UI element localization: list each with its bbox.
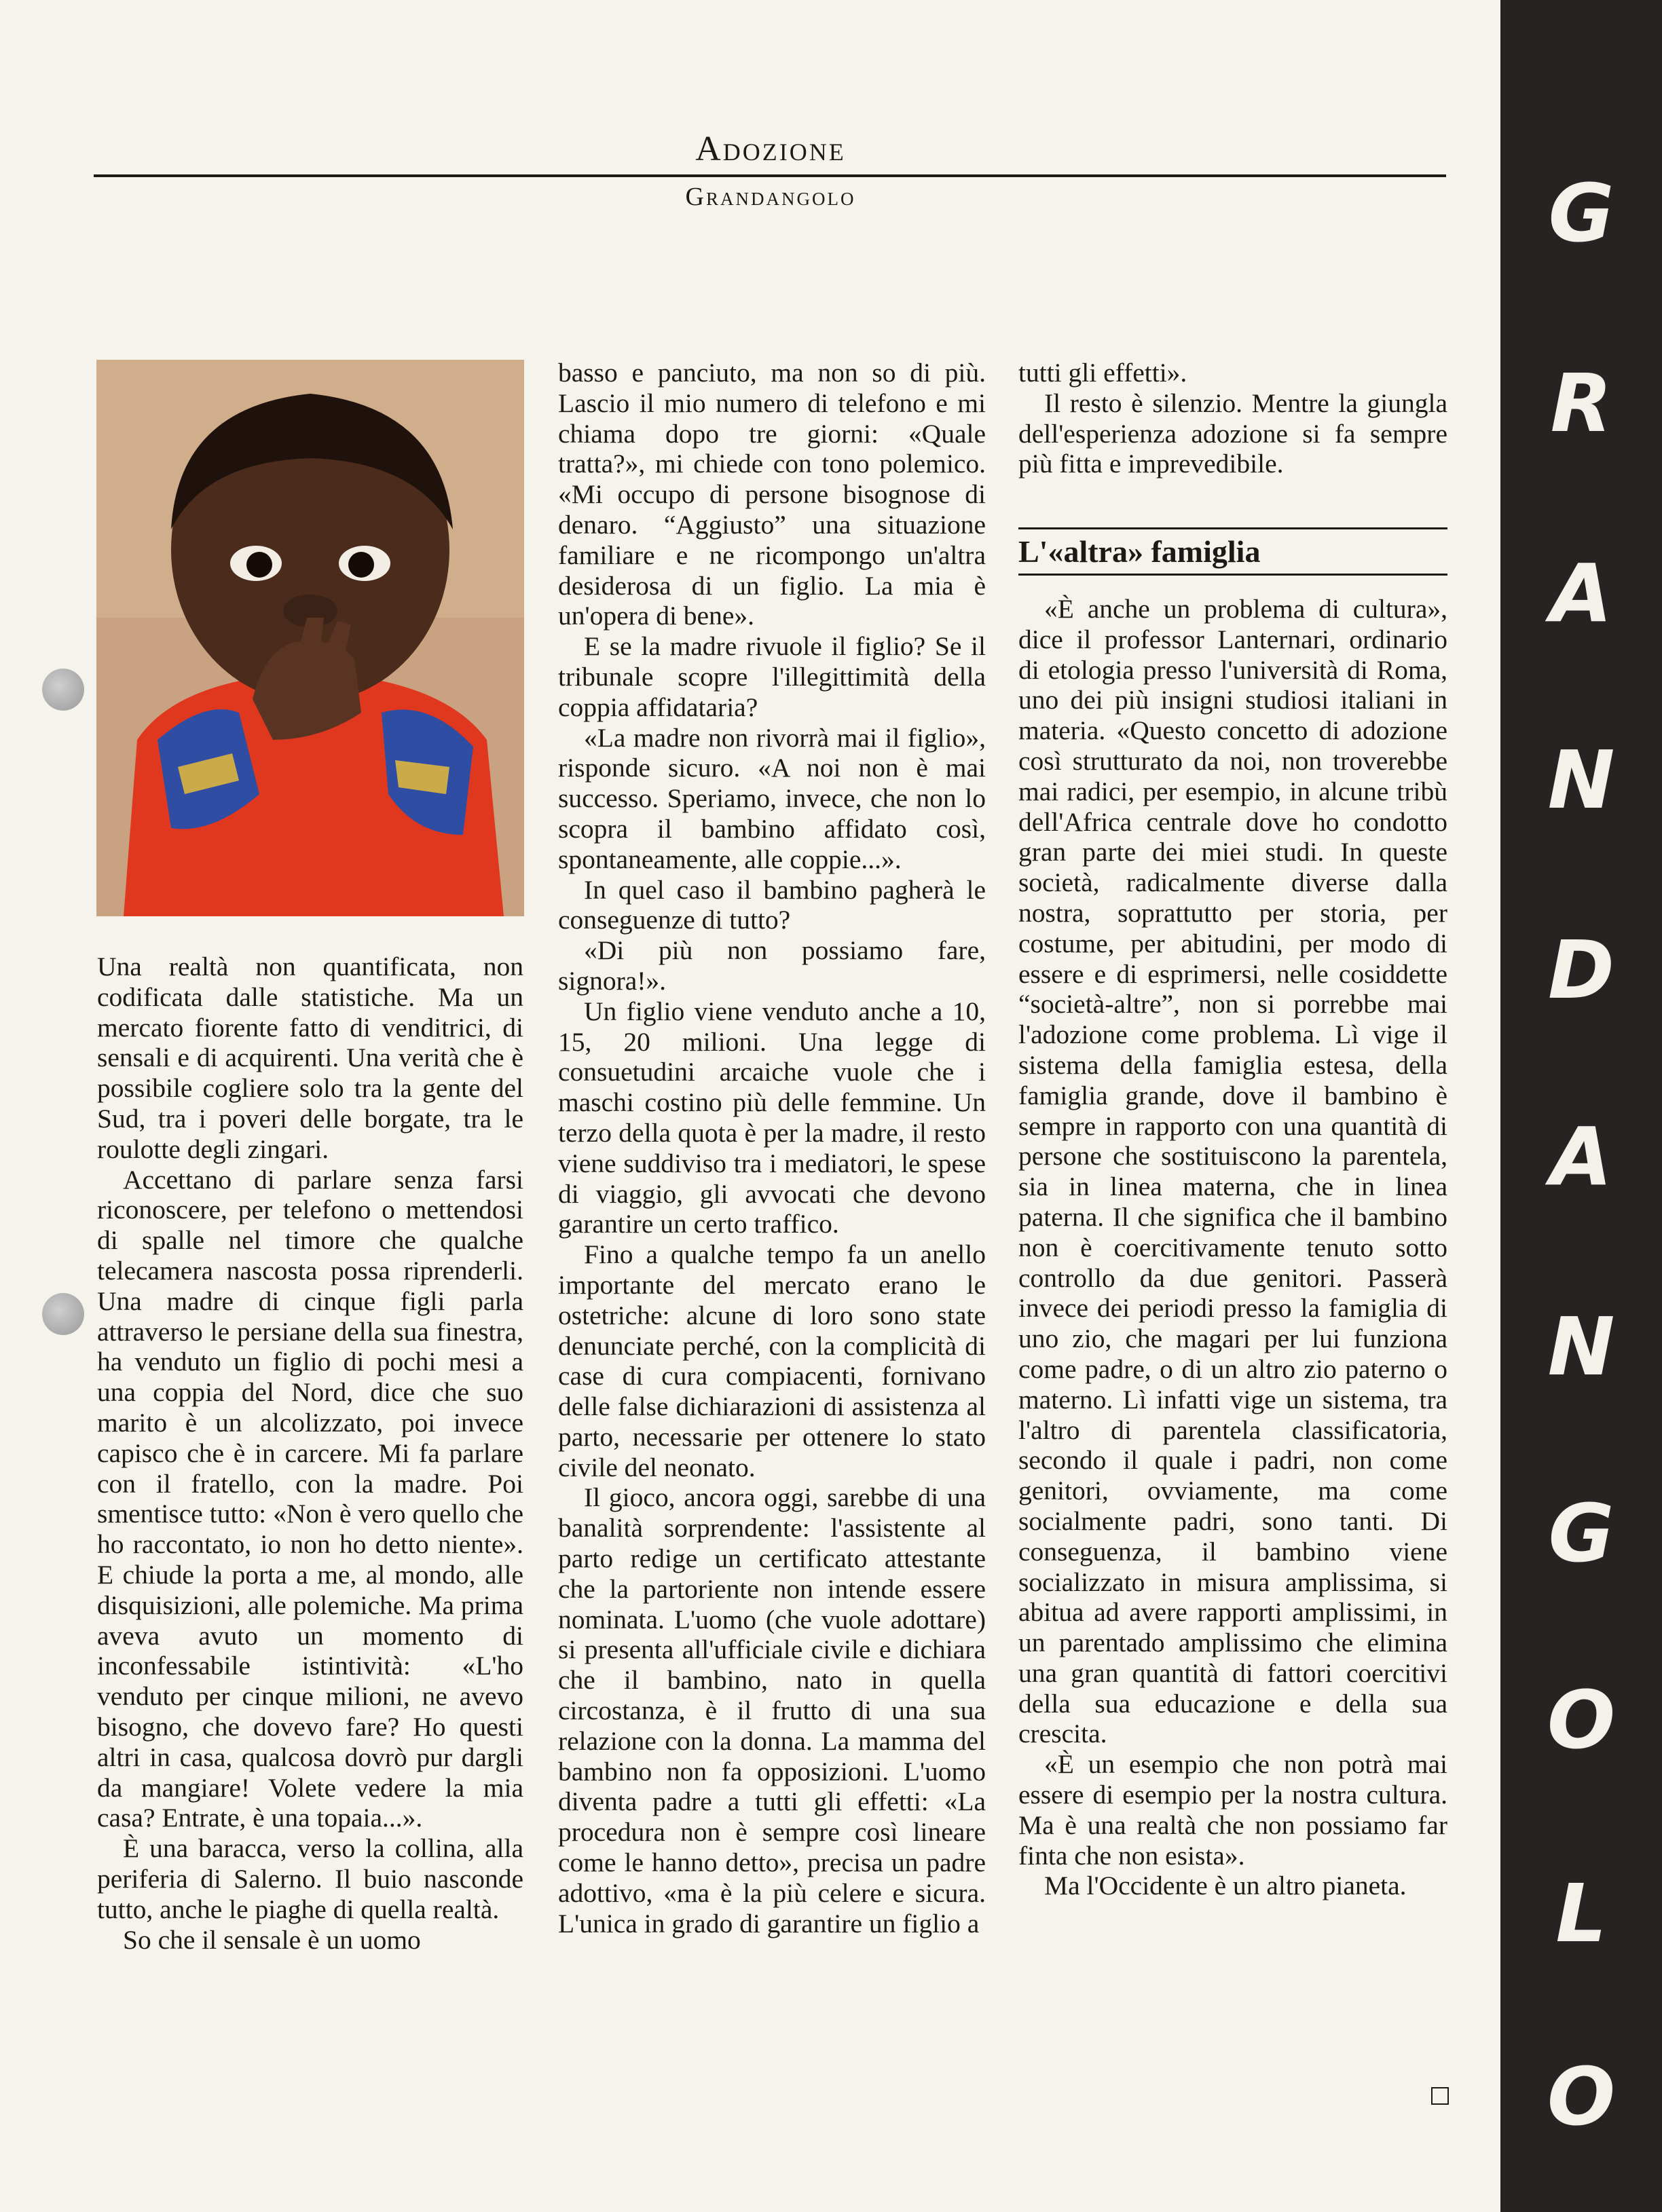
column-1 <box>97 952 523 1955</box>
paragraph: Il gioco, ancora oggi, sarebbe di una banalità sorprendente: l'assistente al parto redige un certificato attestante che la partoriente non intende essere nominata. L'uomo (che vuole adottare) si presenta all'ufficiale civile e dichiara che il bambino, nato in quella circostanza, è il frutto di una sua relazione con la donna. La mamma del bambino non fa opposizioni. L'uomo diventa padre a tutti gli effetti: «La procedura non è sempre così lineare come le hanno detto», precisa un padre adottivo, «ma è la più celere e sicura. L'unica in grado di garantire un figlio a <box>558 1482 986 1938</box>
paragraph: tutti gli effetti». <box>1018 358 1187 388</box>
paragraph: «È un esempio che non potrà mai essere di esempio per la nostra cultura. Ma è una realtà che non possiamo far finta che non esista». <box>1018 1749 1447 1871</box>
paragraph: basso e panciuto, ma non so di più. Lascio il mio numero di telefono e mi chiama dopo tre giorni: «Quale tratta?», mi chiede con tono polemico. «Mi occupo di persone bisognose di denaro. “Aggiusto” una situazione familiare e ne ricompongo un'altra desiderosa di un figlio. La mia è un'opera di bene». <box>558 358 986 631</box>
side-letter: A <box>1550 546 1612 640</box>
header-rule <box>94 174 1446 177</box>
side-letter: N <box>1547 733 1615 827</box>
section-title: L'«altra» famiglia <box>1018 534 1261 569</box>
paragraph: Una realtà non quantificata, non codificata dalle statistiche. Ma un mercato fiorente fatto di venditrici, di sensali e di acquirenti. Una verità che è possibile cogliere solo tra la gente del Sud, tra i poveri delle borgate, tra le roulotte degli zingari. <box>97 952 523 1164</box>
paragraph: Un figlio viene venduto anche a 10, 15, 20 milioni. Una legge di consuetudini arcaiche vuole che i maschi costino più delle femmine. Un terzo della quota è per la madre, il resto viene suddiviso tra i mediatori, le spese di viaggio, gli avvocati che devono garantire un certo traffico. <box>558 996 986 1239</box>
paragraph: In quel caso il bambino pagherà le conseguenze di tutto? <box>558 874 986 935</box>
paragraph: E se la madre rivuole il figlio? Se il tribunale scopre l'illegittimità della coppia affidataria? <box>558 631 986 722</box>
paragraph: Ma l'Occidente è un altro pianeta. <box>1044 1871 1407 1901</box>
side-letter: O <box>1547 2050 1616 2143</box>
subsection-heading: Grandangolo <box>685 183 856 211</box>
child-photo <box>96 360 524 916</box>
section-heading: Adozione <box>695 130 846 168</box>
paragraph: «Di più non possiamo fare, signora!». <box>558 935 986 996</box>
paragraph: Accettano di parlare senza farsi riconoscere, per telefono o mettendosi di spalle nel timore che qualche telecamera nascosta possa riprenderli. Una madre di cinque figli parla attraverso le persiane della sua finestra, ha venduto un figlio di pochi mesi a una coppia del Nord, dice che suo marito è un alcolizzato, poi invece capisco che è in carcere. Mi fa parlare con il fratello, con la madre. Poi smentisce tutto: «Non è vero quello che ho raccontato, io non ho detto niente». E chiude la porta a me, al mondo, alle disquisizioni, alle polemiche. Ma prima aveva avuto un momento di inconfessabile istintività: «L'ho venduto per cinque milioni, ne avevo bisogno, che dovevo fare? Ho questi altri in casa, qualcosa dovrò pur dargli da mangiare! Volete vedere la mia casa? Entrate, è una topaia...». <box>97 1164 523 1833</box>
side-letter: N <box>1547 1300 1615 1393</box>
column-3 <box>1018 358 1447 479</box>
binder-hole-bottom <box>42 1293 84 1335</box>
paragraph: Il resto è silenzio. Mentre la giungla dell'esperienza adozione si fa sempre più fitta e imprevedibile. <box>1018 388 1447 479</box>
side-letter: G <box>1548 166 1614 260</box>
paragraph: So che il sensale è un uomo <box>123 1924 421 1955</box>
paragraph: È una baracca, verso la collina, alla periferia di Salerno. Il buio nasconde tutto, anche le piaghe di quella realtà. <box>97 1833 523 1924</box>
side-letter: R <box>1550 356 1612 450</box>
side-letter: O <box>1547 1673 1616 1767</box>
paragraph: Fino a qualche tempo fa un anello importante del mercato erano le ostetriche: alcune di loro sono state denunciate perché, con la complicità di case di cura compiacenti, fornivano delle false dichiarazioni di assistenza al parto, necessarie per ottenere lo stato civile del neonato. <box>558 1239 986 1482</box>
grandangolo-side-band <box>1500 0 1662 2212</box>
paragraph: «È anche un problema di cultura», dice il professor Lanternari, ordinario di etologia presso l'università di Roma, uno dei più insigni studiosi italiani in materia. «Questo concetto di adozione così strutturato da noi, non troverebbe mai radici, per esempio, in alcune tribù dell'Africa centrale dove ho condotto gran parte dei miei studi. In queste società, radicalmente diverse dalla nostra, soprattutto per storia, per costume, per abitudini, per modo di essere e di esprimersi, nelle cosiddette “società-altre”, non si porrebbe mai l'adozione come problema. Lì vige il sistema della famiglia estesa, della famiglia grande, dove il bambino è sempre in rapporto con una quantità di persone che sostituiscono la parentela, sia in linea materna, che in linea paterna. Il che significa che il bambino non è coercitivamente tenuto sotto controllo da due genitori. Passerà invece dei periodi presso la famiglia di uno zio, che magari per lui funziona come padre, o di un altro zio paterno o materno. Lì infatti vige un sistema, tra l'altro di parentela classificatoria, secondo il quale i padri, non come genitori, ovviamente, ma come socialmente padri, sono tanti. Di conseguenza, il bambino viene socializzato in misura amplissima, si abitua ad avere rapporti amplissimi, in un parentado amplissimo che elimina una gran quantità di fattori coercitivi della sua educazione e della sua crescita. <box>1018 594 1447 1749</box>
side-letter: A <box>1550 1110 1612 1203</box>
section-rule-bottom <box>1018 574 1447 576</box>
section-rule-top <box>1018 527 1447 529</box>
end-of-article-mark <box>1431 2087 1449 2105</box>
paragraph: «La madre non rivorrà mai il figlio», risponde sicuro. «A noi non è mai successo. Speriamo, invece, che non lo scopra il bambino affidato così, spontaneamente, alle coppie...». <box>558 722 986 874</box>
side-letter: D <box>1548 923 1614 1017</box>
column-2 <box>558 358 986 1938</box>
side-letter: G <box>1548 1486 1614 1580</box>
column-3-continued <box>1018 594 1447 1901</box>
side-letter: L <box>1555 1867 1607 1960</box>
binder-hole-top <box>42 669 84 711</box>
